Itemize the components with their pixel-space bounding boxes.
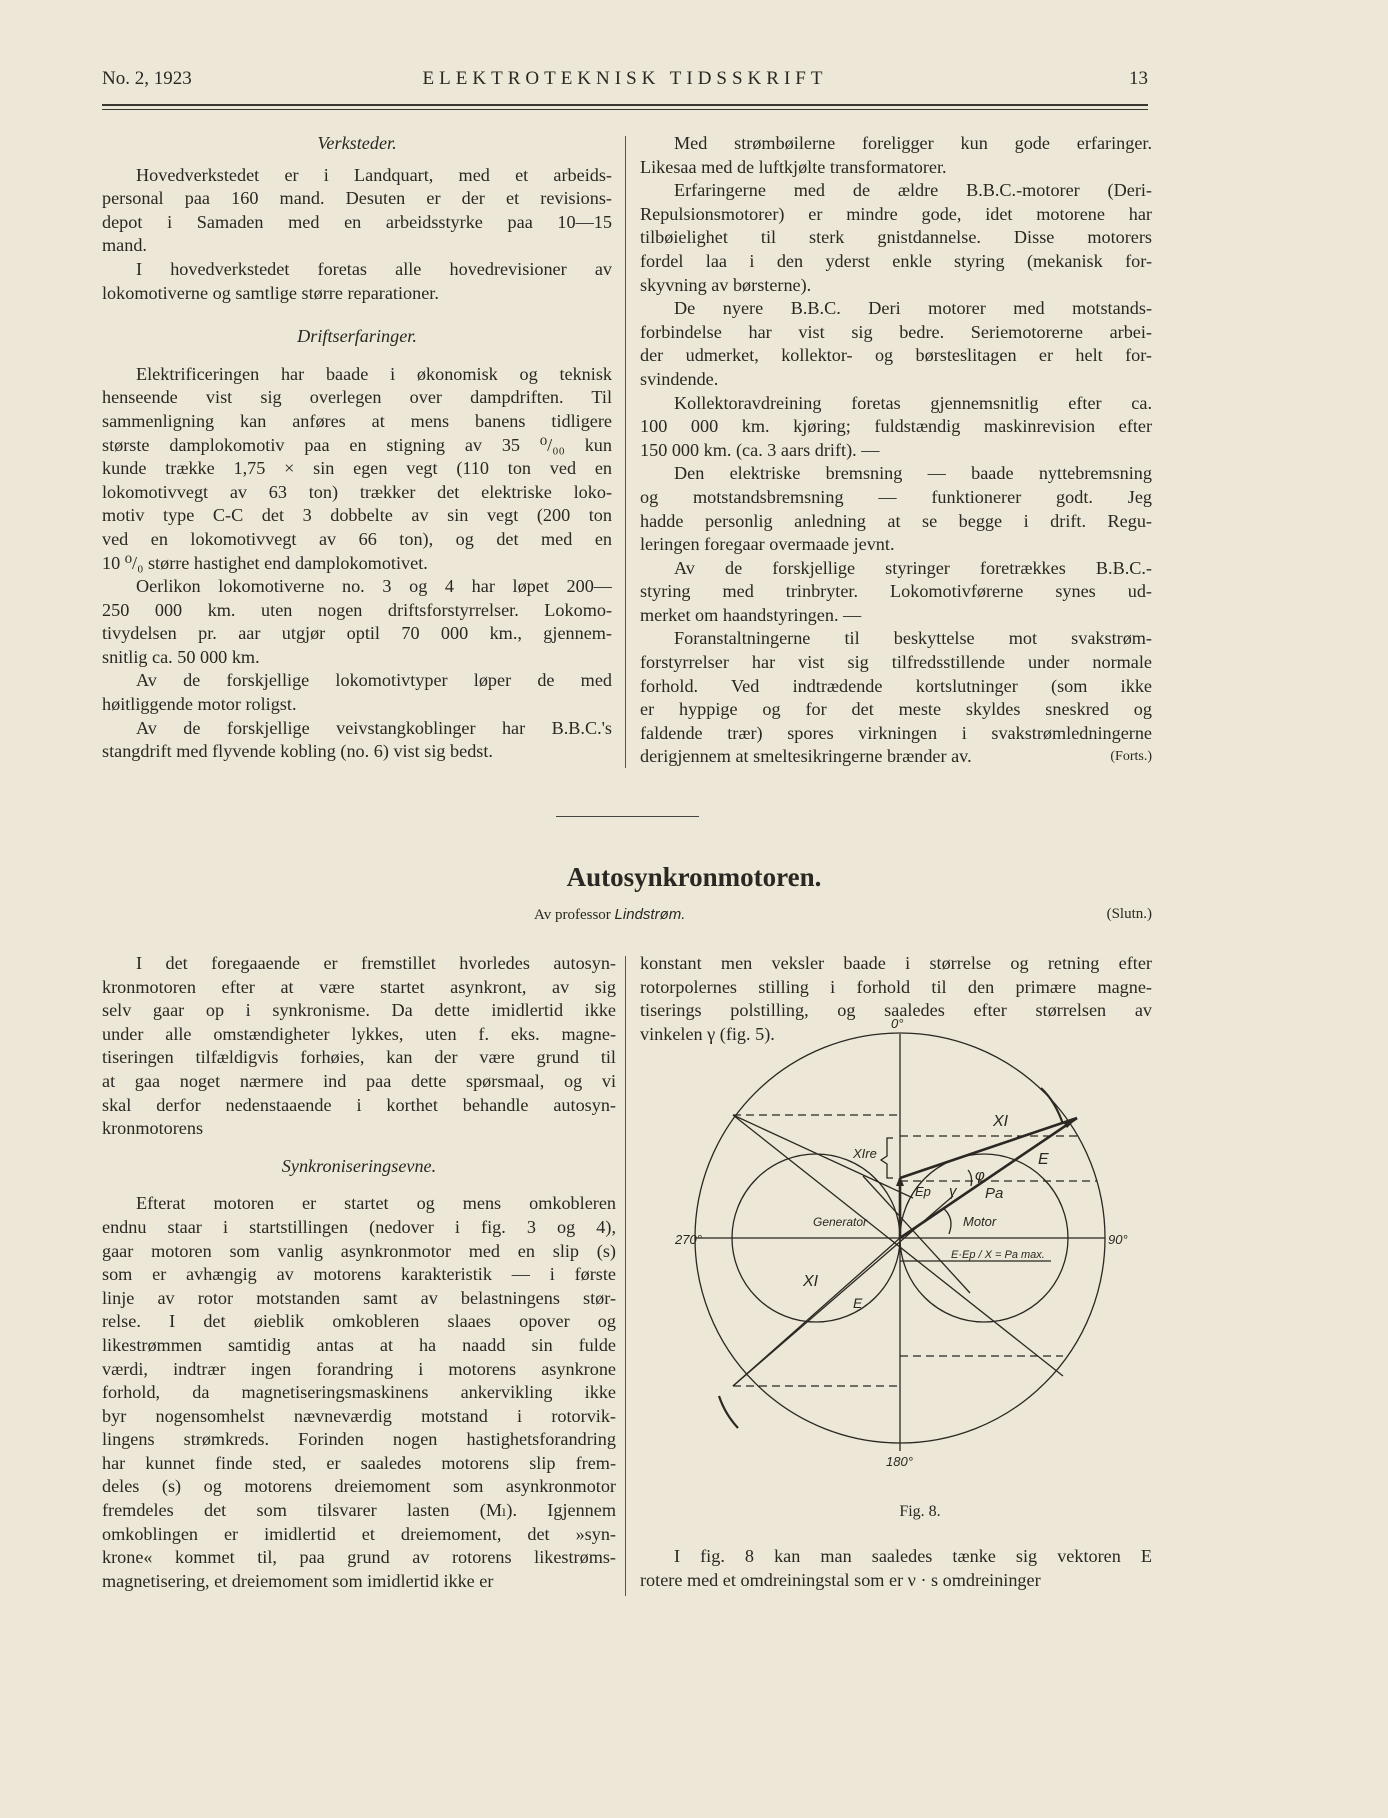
text-line: Kollektoravdreining foretas gjennemsnitlig efter ca. <box>674 392 1152 413</box>
text-line: snitlig ca. 50 000 km. <box>102 646 260 667</box>
header-rule <box>102 104 1148 106</box>
section-verksteder-text <box>102 164 612 306</box>
text-line: lingens strømkreds. Forinden nogen hastighetsforandring <box>102 1429 616 1450</box>
text-line: Efterat motoren er startet og mens omkobleren <box>136 1193 616 1214</box>
text-line: svindende. <box>640 368 719 389</box>
text-line: fremdeles det som tilsvarer lasten (Mₗ). Igjennem <box>102 1500 616 1521</box>
text-line: krone« kommet til, paa grund av rotorens likestrøms- <box>102 1547 616 1568</box>
label-gamma: γ <box>949 1183 957 1200</box>
text-line: tiseringen tilfældigvis forhøies, kan der være grund til <box>102 1047 616 1068</box>
text-line: er hyppige og for det meste skyldes sneskred og <box>640 699 1152 720</box>
issue-number: No. 2, 1923 <box>102 68 192 89</box>
text-line: 150 000 km. (ca. 3 aars drift). — <box>640 439 880 460</box>
text-line: kronmotorens <box>102 1118 204 1139</box>
text-line: Hovedverkstedet er i Landquart, med et arbeids- <box>136 164 612 185</box>
section-driftserfaringer-text <box>102 363 612 764</box>
text-line: at gaa noget nærmere ind paa dette spørsmaal, og vi <box>102 1070 616 1091</box>
top-right-column <box>640 132 1152 769</box>
text-line: konstant men veksler baade i størrelse og retning efter <box>640 953 1152 973</box>
text-line: I hovedverkstedet foretas alle hovedrevisioner av <box>136 258 612 279</box>
text-line: likestrømmen samtidig antas at ha naadd sin fulde <box>102 1334 616 1355</box>
text-line: Med strømbøilerne foreligger kun gode erfaringer. <box>674 133 1152 153</box>
text-line: største damplokomotiv paa en stigning av 35 ⁰/₀₀ kun <box>102 434 612 455</box>
article-right-column-bottom <box>640 1545 1152 1592</box>
text-line: 10 ⁰/₀ større hastighet end damplokomotivet. <box>102 552 428 573</box>
text-line: høitliggende motor roligst. <box>102 694 297 715</box>
text-line: Av de forskjellige veivstangkoblinger har B.B.C.'s <box>136 717 612 738</box>
body-text <box>102 1192 616 1593</box>
section-heading-driftserfaringer: Driftserfaringer. <box>297 326 417 347</box>
text-line: Av de forskjellige styringer foretrækkes B.B.C.- <box>674 557 1152 578</box>
text-line: leringen foregaar overmaade jevnt. <box>640 534 895 555</box>
text-line: magnetisering, et dreiemoment som imidlertid ikke er <box>102 1570 494 1591</box>
text-line: Erfaringerne med de ældre B.B.C.-motorer (Deri- <box>674 180 1152 201</box>
text-line: mand. <box>102 235 147 256</box>
text-line: Foranstaltningerne til beskyttelse mot svakstrøm- <box>674 628 1152 649</box>
conclusion-marker: (Slutn.) <box>1106 906 1152 922</box>
text-line: selv gaar op i synkronisme. Da dette imidlertid ikke <box>102 1000 616 1021</box>
text-line: hadde personlig anledning at se begge i drift. Regu- <box>640 510 1152 531</box>
text-line: endnu staar i startstillingen (nedover i fig. 3 og 4), <box>102 1216 616 1237</box>
text-line: værdi, indtrær ingen forandring i motorens asynkrone <box>102 1358 616 1379</box>
label-motor: Motor <box>963 1214 997 1229</box>
text-line: rotorpolernes stilling i forhold til den primære magne- <box>640 976 1152 997</box>
label-generator: Generator <box>813 1215 868 1229</box>
text-line: lokomotivvegt av 63 ton) trækker det elektriske loko- <box>102 481 612 502</box>
text-line: stangdrift med flyvende kobling (no. 6) vist sig bedst. <box>102 741 493 762</box>
text-line: kunde trække 1,75 × sin egen vegt (110 ton ved en <box>102 458 612 479</box>
label-e-upper: E <box>1038 1151 1049 1168</box>
text-line: I fig. 8 kan man saaledes tænke sig vektoren E <box>674 1546 1152 1566</box>
label-xi-re: XIre <box>853 1146 877 1161</box>
text-line: som er avhængig av motorens karakteristik — i første <box>102 1264 616 1285</box>
text-line: depot i Samaden med en arbeidsstyrke paa 10—15 <box>102 211 612 232</box>
text-line: merket om haandstyringen. — <box>640 604 862 625</box>
continued-marker: (Forts.) <box>1110 749 1152 765</box>
text-line: byr nogensomhelst nævneværdig motstand i rotorvik- <box>102 1405 616 1426</box>
text-line: fordel laa i den yderst enkle styring (mekanisk for- <box>640 250 1152 271</box>
label-180-degrees: 180° <box>886 1454 913 1469</box>
page-number: 13 <box>1129 68 1148 89</box>
text-line: forhold. Ved indtrædende kortslutninger (som ikke <box>640 675 1152 696</box>
right-bottom-text <box>640 1545 1152 1592</box>
running-header <box>102 66 1148 96</box>
right-column-text <box>640 132 1152 769</box>
author-name: Lindstrøm. <box>614 906 686 923</box>
text-line: forstyrrelser har vist sig tilfredsstillende under normale <box>640 652 1152 673</box>
text-line: Oerlikon lokomotiverne no. 3 og 4 har løpet 200— <box>136 576 612 597</box>
intro-text <box>102 952 616 1141</box>
text-line: styring med trinbryter. Lokomotivførerne synes ud- <box>640 581 1152 602</box>
text-line: sammenligning kan anføres at mens banens tidligere <box>102 410 612 431</box>
article-right-column <box>640 952 1152 1046</box>
label-phi: φ <box>975 1167 985 1184</box>
label-90-degrees: 90° <box>1108 1232 1128 1247</box>
text-line: I det foregaaende er fremstillet hvorledes autosyn- <box>136 953 616 973</box>
text-line: 100 000 km. kjøring; fuldstændig maskinrevision efter <box>640 416 1152 437</box>
label-pa: Pa <box>985 1185 1004 1202</box>
text-line: derigjennem at smeltesikringerne brænder av. (Forts.) <box>640 745 1152 769</box>
text-line: 250 000 km. uten nogen driftsforstyrrelser. Lokomo- <box>102 599 612 620</box>
text-line: Repulsionsmotorer) er mindre gode, idet motorene har <box>640 203 1152 224</box>
text-line: omkoblingen er imidlertid et dreiemoment, det »syn- <box>102 1523 616 1544</box>
text-line: Den elektriske bremsning — baade nyttebremsning <box>674 463 1152 484</box>
top-left-column <box>102 132 612 764</box>
label-0-degrees: 0° <box>891 1016 904 1031</box>
text-line: tilbøielighet til sterk gnistdannelse. Disse motorers <box>640 227 1152 248</box>
column-divider <box>625 136 626 768</box>
byline: Av professor Lindstrøm. <box>534 906 686 923</box>
journal-title: ELEKTROTEKNISK TIDSSKRIFT <box>422 68 828 89</box>
text-line: lokomotiverne og samtlige større reparationer. <box>102 282 439 303</box>
text-line: og motstandsbremsning — funktionerer godt. Jeg <box>640 486 1152 507</box>
column-divider-lower <box>625 956 626 1596</box>
text-line: Av de forskjellige lokomotivtyper løper de med <box>136 670 612 691</box>
text-line: skyvning av børsterne). <box>640 274 812 295</box>
label-e-lower: E <box>853 1295 863 1311</box>
header-rule-thin <box>102 109 1148 110</box>
label-270-degrees: 270° <box>675 1232 702 1247</box>
text-line: forhold, da magnetiseringsmaskinens ankervikling ikke <box>102 1382 616 1403</box>
section-heading-verksteder: Verksteder. <box>317 133 397 153</box>
text-line: De nyere B.B.C. Deri motorer med motstands- <box>674 298 1152 319</box>
text-line: vinkelen γ (fig. 5). <box>640 1023 775 1044</box>
text-line: henseende vist sig overlegen over dampdriften. Til <box>102 387 612 408</box>
label-pa-max: E·Ep / X = Pa max. <box>951 1249 1045 1261</box>
text-line: relse. I det øieblik omkobleren slaaes opover og <box>102 1311 616 1332</box>
label-xi-lower: XI <box>803 1273 819 1290</box>
text-line: der udmerket, kollektor- og børsteslitagen er helt for- <box>640 345 1152 366</box>
text-line: personal paa 160 mand. Desuten er der et revisions- <box>102 188 612 209</box>
text-line: under alle omstændigheter lykkes, uten f. eks. magne- <box>102 1023 616 1044</box>
text-line: forbindelse har vist sig bedre. Seriemotorerne arbei- <box>640 321 1152 342</box>
label-ep: Ep <box>915 1184 931 1199</box>
text-line: gaar motoren som vanlig asynkronmotor med en slip (s) <box>102 1240 616 1261</box>
text-line: linje av rotor motstanden samt av belastningens stør- <box>102 1287 616 1308</box>
right-top-text <box>640 952 1152 1046</box>
text-line: skal derfor nedenstaaende i korthet behandle autosyn- <box>102 1094 616 1115</box>
label-xi-upper: XI <box>993 1113 1009 1130</box>
text-line: motiv type C-C det 3 dobbelte av sin vegt (200 ton <box>102 505 612 526</box>
article-title: Autosynkronmotoren. <box>566 862 822 892</box>
text-line: Likesaa med de luftkjølte transformatorer. <box>640 156 947 177</box>
article-separator <box>556 816 699 817</box>
text-line: deles (s) og motorens dreiemoment som asynkronmotor <box>102 1476 616 1497</box>
text-line: Elektrificeringen har baade i økonomisk og teknisk <box>136 363 612 384</box>
text-line: faldende trær) spores virkningen i svakstrømledningerne <box>640 722 1152 743</box>
figure-caption: Fig. 8. <box>899 1503 941 1520</box>
text-line: rotere med et omdreiningstal som er ν · s omdreininger <box>640 1569 1041 1590</box>
text-line: ved en lokomotivvegt av 66 ton), og det med en <box>102 528 612 549</box>
subheading-synkroniseringsevne: Synkroniseringsevne. <box>281 1155 437 1176</box>
text-line: kronmotoren efter at være startet asynkront, av sig <box>102 976 616 997</box>
text-line: har kunnet finde sted, er saaledes motorens slip frem- <box>102 1452 616 1473</box>
text-line: tiserings polstilling, og saaledes efter størrelsen av <box>640 1000 1152 1021</box>
article-left-column <box>102 952 616 1593</box>
text-line: tivydelsen pr. aar utgjør optil 70 000 km., gjennem- <box>102 623 612 644</box>
